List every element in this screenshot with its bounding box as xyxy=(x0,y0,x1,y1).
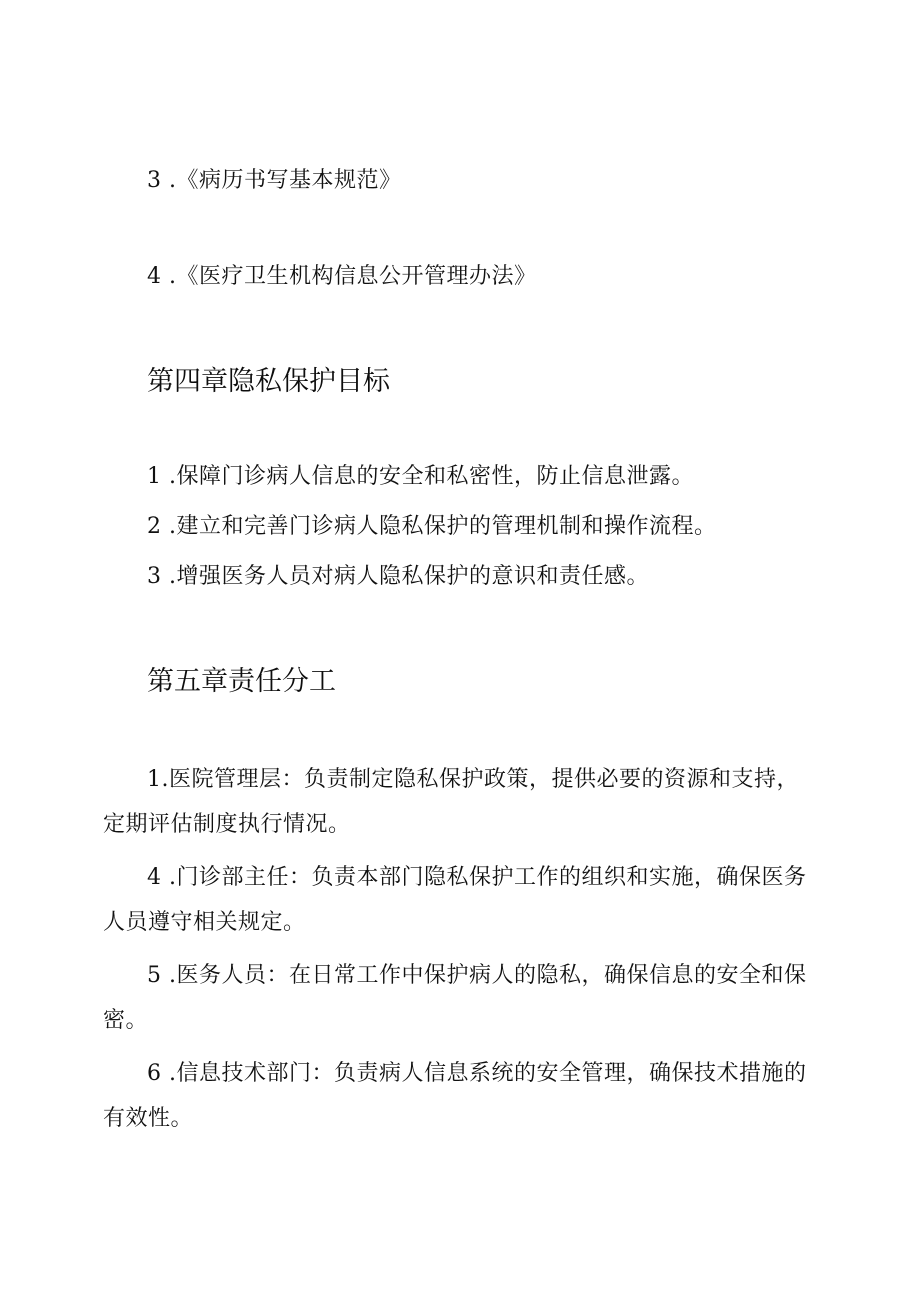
chapter5-item-6: 6 .信息技术部门：负责病人信息系统的安全管理，确保技术措施的有效性。 xyxy=(103,1061,807,1131)
chapter5-item-1: 1.医院管理层：负责制定隐私保护政策，提供必要的资源和支持，定期评估制度执行情况。 xyxy=(103,767,799,837)
chapter4-heading: 第四章隐私保护目标 xyxy=(147,366,390,397)
reference-item-3: 3 .《病历书写基本规范》 xyxy=(147,168,402,193)
chapter4-item-2: 2 .建立和完善门诊病人隐私保护的管理机制和操作流程。 xyxy=(147,514,717,539)
reference-item-4: 4 .《医疗卫生机构信息公开管理办法》 xyxy=(147,264,537,289)
chapter4-item-3: 3 .增强医务人员对病人隐私保护的意识和责任感。 xyxy=(147,564,649,589)
chapter5-item-5: 5 .医务人员：在日常工作中保护病人的隐私，确保信息的安全和保密。 xyxy=(103,963,807,1033)
chapter5-heading: 第五章责任分工 xyxy=(147,666,336,697)
chapter4-item-1: 1 .保障门诊病人信息的安全和私密性，防止信息泄露。 xyxy=(147,464,694,489)
chapter5-item-4: 4 .门诊部主任：负责本部门隐私保护工作的组织和实施，确保医务人员遵守相关规定。 xyxy=(103,865,807,935)
